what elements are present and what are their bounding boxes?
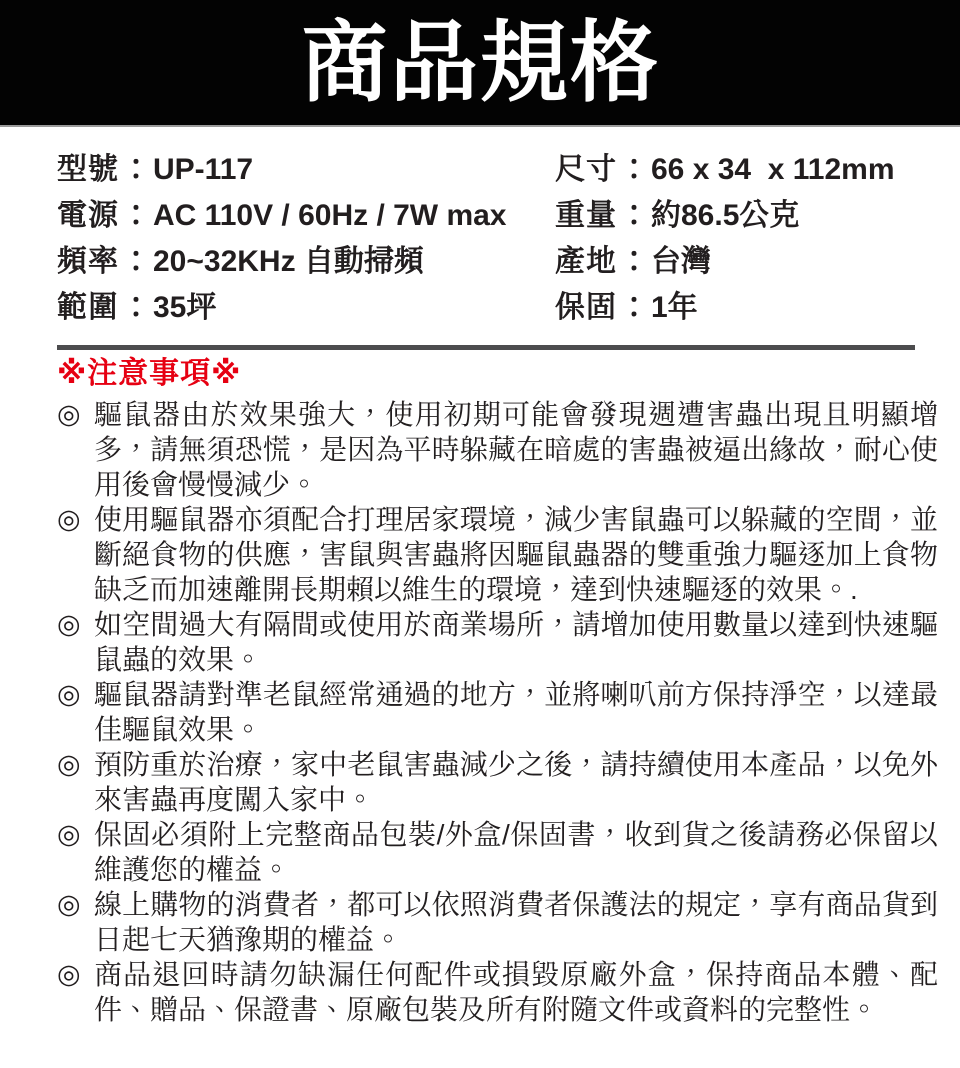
spec-label: 尺寸 xyxy=(555,153,617,186)
spec-separator: ： xyxy=(121,153,151,186)
spec-separator: ： xyxy=(619,245,649,278)
spec-value: AC 110V / 60Hz / 7W max xyxy=(153,199,507,232)
note-item xyxy=(57,397,938,502)
spec-value: 約86.5公克 xyxy=(651,199,800,232)
note-text: 使用驅鼠器亦須配合打理居家環境，減少害鼠蟲可以躲藏的空間，並斷絕食物的供應，害鼠與害蟲將因驅鼠蟲器的雙重強力驅逐加上食物缺乏而加速離開長期賴以維生的環境，達到快速驅逐的效果。. xyxy=(94,504,938,605)
note-text: 線上購物的消費者，都可以依照消費者保護法的規定，享有商品貨到日起七天猶豫期的權益。 xyxy=(94,889,938,955)
spec-separator: ： xyxy=(619,199,649,232)
note-text: 商品退回時請勿缺漏任何配件或損毀原廠外盒，保持商品本體、配件、贈品、保證書、原廠包裝及所有附隨文件或資料的完整性。 xyxy=(94,959,938,1025)
bullet-icon: ◎ xyxy=(57,504,81,534)
spec-row-power xyxy=(57,193,555,239)
spec-column-left xyxy=(57,147,555,331)
spec-label: 保固 xyxy=(555,291,617,324)
spec-value: 台灣 xyxy=(651,245,711,278)
spec-separator: ： xyxy=(121,245,151,278)
spec-row-dimensions xyxy=(555,147,940,193)
note-text: 保固必須附上完整商品包裝/外盒/保固書，收到貨之後請務必保留以維護您的權益。 xyxy=(94,819,938,885)
note-item xyxy=(57,887,938,957)
notes-list xyxy=(57,397,938,1027)
spec-value: 35坪 xyxy=(153,291,217,324)
note-text: 驅鼠器由於效果強大，使用初期可能會發現週遭害蟲出現且明顯增多，請無須恐慌，是因為平時躲藏在暗處的害蟲被逼出緣故，耐心使用後會慢慢減少。 xyxy=(94,399,938,500)
spec-row-weight xyxy=(555,193,940,239)
bullet-icon: ◎ xyxy=(57,399,81,429)
spec-value: 1年 xyxy=(651,291,698,324)
spec-label: 型號 xyxy=(57,153,119,186)
spec-value: UP-117 xyxy=(153,153,254,186)
note-item xyxy=(57,607,938,677)
spec-separator: ： xyxy=(619,153,649,186)
note-item xyxy=(57,817,938,887)
note-text: 預防重於治療，家中老鼠害蟲減少之後，請持續使用本產品，以免外來害蟲再度闖入家中。 xyxy=(94,749,938,815)
bullet-icon: ◎ xyxy=(57,959,81,989)
note-item xyxy=(57,502,938,607)
header-banner xyxy=(0,0,960,127)
notes-section xyxy=(0,350,960,1027)
bullet-icon: ◎ xyxy=(57,609,81,639)
spec-value: 20~32KHz 自動掃頻 xyxy=(153,245,424,278)
spec-label: 頻率 xyxy=(57,245,119,278)
notes-heading: ※注意事項※ xyxy=(57,357,242,390)
bullet-icon: ◎ xyxy=(57,679,81,709)
spec-separator: ： xyxy=(619,291,649,324)
note-item xyxy=(57,677,938,747)
note-text: 驅鼠器請對準老鼠經常通過的地方，並將喇叭前方保持淨空，以達最佳驅鼠效果。 xyxy=(94,679,938,745)
note-item xyxy=(57,957,938,1027)
bullet-icon: ◎ xyxy=(57,889,81,919)
spec-separator: ： xyxy=(121,291,151,324)
spec-row-range xyxy=(57,285,555,331)
spec-row-origin xyxy=(555,239,940,285)
spec-label: 重量 xyxy=(555,199,617,232)
note-text: 如空間過大有隔間或使用於商業場所，請增加使用數量以達到快速驅鼠蟲的效果。 xyxy=(94,609,938,675)
spec-separator: ： xyxy=(121,199,151,232)
spec-row-warranty xyxy=(555,285,940,331)
spec-label: 電源 xyxy=(57,199,119,232)
spec-label: 產地 xyxy=(555,245,617,278)
note-item xyxy=(57,747,938,817)
spec-section xyxy=(0,127,960,345)
bullet-icon: ◎ xyxy=(57,819,81,849)
spec-row-frequency xyxy=(57,239,555,285)
bullet-icon: ◎ xyxy=(57,749,81,779)
spec-value: 66 x 34 x 112mm xyxy=(651,153,895,186)
page-title: 商品規格 xyxy=(299,12,660,112)
spec-label: 範圍 xyxy=(57,291,119,324)
spec-column-right xyxy=(555,147,940,331)
spec-row-model xyxy=(57,147,555,193)
